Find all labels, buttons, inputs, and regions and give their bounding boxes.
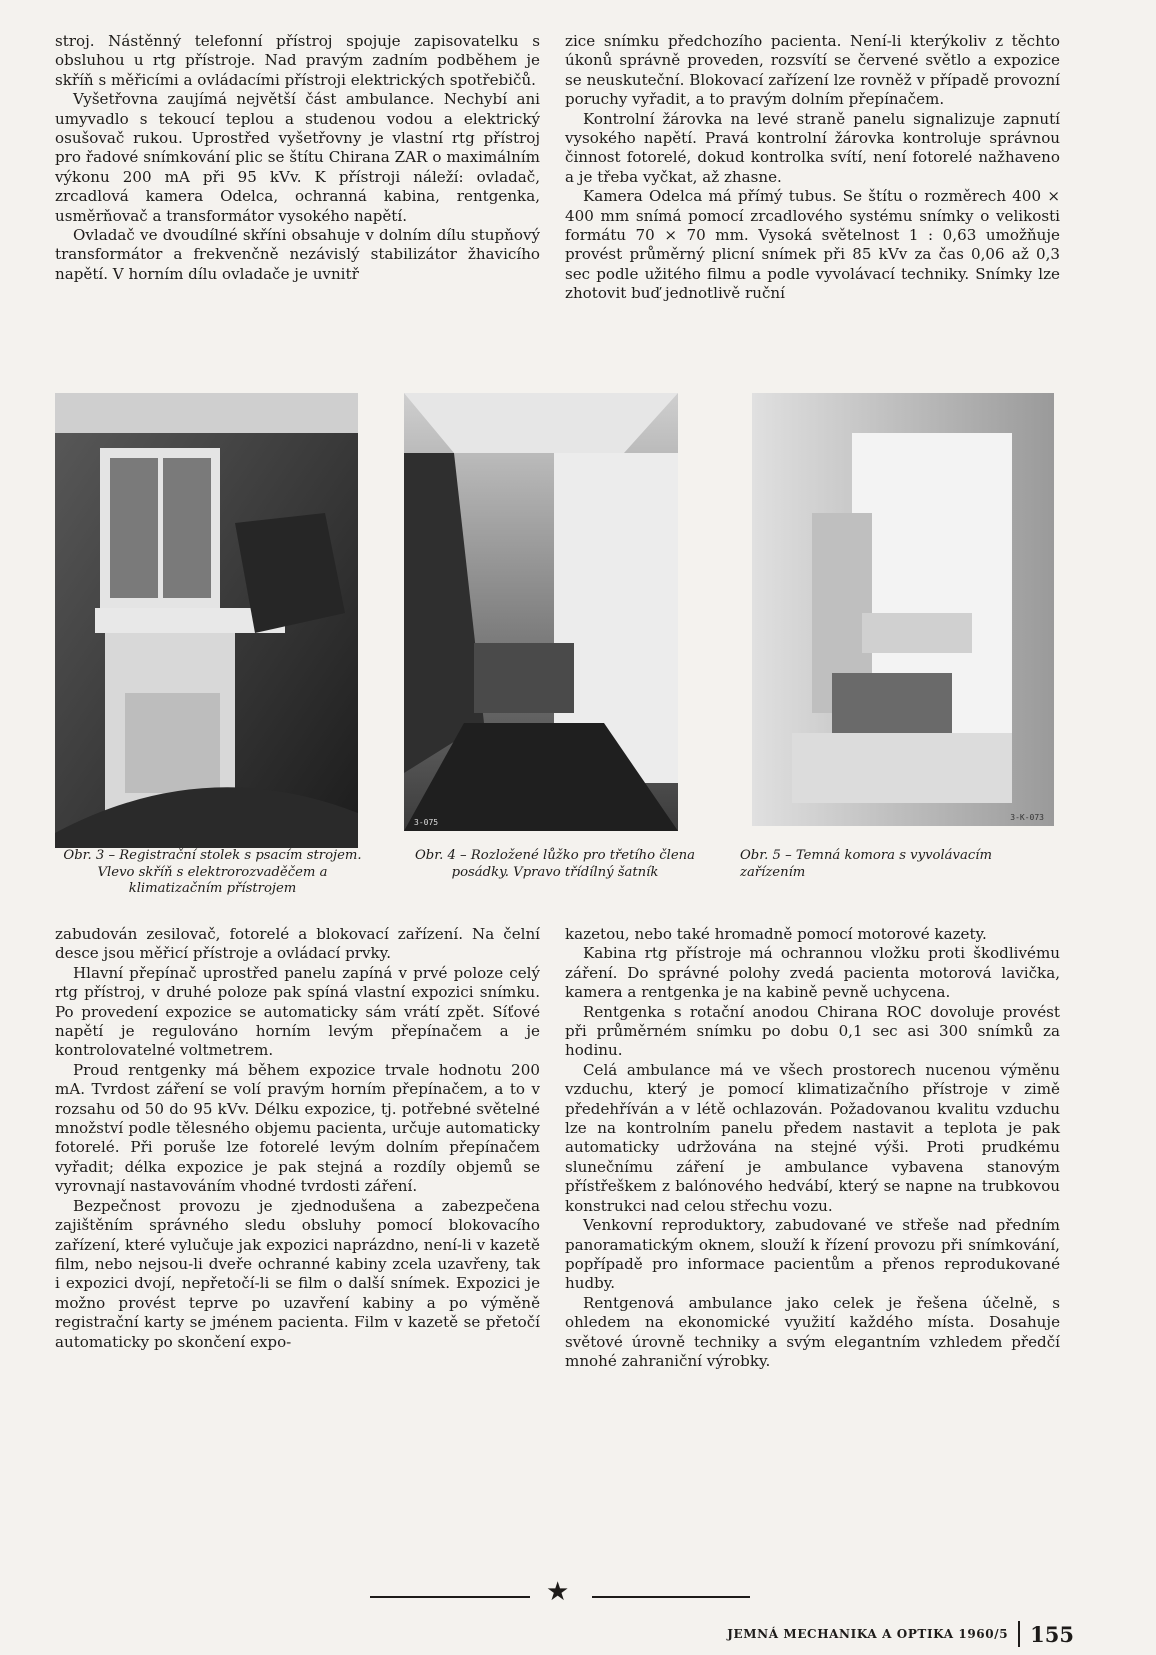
page-number: 155 (1030, 1621, 1074, 1647)
photo-code: 3-075 (414, 818, 439, 827)
paragraph: Proud rentgenky má během expozice trvale hodnotu 200 mA. Tvrdost záření se volí pravým horním přepínačem, a to v rozsahu od 50 do 95 kVv. Délku expozice, tj. potřebné světelné množství podle tělesného objemu pacienta, určuje automaticky fotorelé. Při poruše lze fotorelé levým dolním přepínačem vyřadit; délka expozice je pak stejná a rozdíly objemů se vyrovnají nastavováním vhodné tvrdosti záření. (55, 1060, 540, 1196)
page-footer (727, 1621, 1074, 1647)
paragraph: Rentgenka s rotační anodou Chirana ROC dovoluje provést při průměrném snímku po dobu 0,1 sec asi 300 snímků za hodinu. (565, 1002, 1060, 1060)
column-bottom-left (55, 925, 540, 1352)
paragraph: Celá ambulance má ve všech prostorech nucenou výměnu vzduchu, který je pomocí klimatizačního přístroje v zimě předehříván a v létě ochlazován. Požadovanou kvalitu vzduchu lze na kontrolním panelu předem nastavit a teplota je pak automaticky udržována na stejné výši. Proti prudkému slunečnímu záření je ambulance vybavena stanovým přístřeškem z balónového hedvábí, který se napne na trubkovou konstrukci nad celou střechu vozu. (565, 1060, 1060, 1215)
paragraph: Venkovní reproduktory, zabudované ve střeše nad předním panoramatickým oknem, slouží k řízení provozu při snímkování, popřípadě pro informace pacientům a přenos reprodukované hudby. (565, 1216, 1060, 1293)
divider-line (370, 1596, 530, 1598)
column-bottom-right (565, 925, 1060, 1371)
column-top-right (565, 32, 1060, 304)
journal-name: JEMNÁ MECHANIKA A OPTIKA 1960/5 (727, 1627, 1009, 1641)
figure-4-caption: Obr. 4 – Rozložené lůžko pro třetího člena posádky. Vpravo třídílný šatník (414, 848, 696, 880)
paragraph: stroj. Nástěnný telefonní přístroj spojuje zapisovatelku s obsluhou u rtg přístroje. Nad pravým zadním podběhem je skříň s měřicími a ovládacími přístroji elektrických spotřebičů. (55, 32, 540, 89)
figure-3-photo (55, 393, 358, 848)
paragraph: Bezpečnost provozu je zjednodušena a zabezpečena zajištěním správného sledu obsluhy pomocí blokovacího zařízení, které vylučuje jak expozici naprázdno, není-li v kazetě film, nebo nejsou-li dveře ochranné kabiny zcela uzavřeny, tak i expozici dvojí, nepřetočí-li se film o další snímek. Expozici je možno provést teprve po uzavření kabiny a po výměně registrační karty se jménem pacienta. Film v kazetě se přetočí automaticky po skončení expo- (55, 1196, 540, 1351)
star-icon: ★ (546, 1577, 570, 1607)
footer-separator (1018, 1621, 1020, 1647)
photo-code: 3-K-073 (1010, 813, 1044, 822)
figure-5-caption: Obr. 5 – Temná komora s vyvolávacím zařízením (740, 848, 992, 880)
figure-4-photo (404, 393, 678, 831)
figure-5-photo (752, 393, 1054, 826)
paragraph: Rentgenová ambulance jako celek je řešena účelně, s ohledem na ekonomické využití každého místa. Dosahuje světové úrovně techniky a svým elegantním vzhledem předčí mnohé zahraniční výrobky. (565, 1293, 1060, 1370)
paragraph: Vyšetřovna zaujímá největší část ambulance. Nechybí ani umyvadlo s tekoucí teplou a studenou vodou a elektrický osušovač rukou. Uprostřed vyšetřovny je vlastní rtg přístroj pro řadové snímkování plic se štítu Chirana ZAR o maximálním výkonu 200 mA při 95 kVv. K přístroji náleží: ovladač, zrcadlová kamera Odelca, ochranná kabina, rentgenka, usměrňovač a transformátor vysokého napětí. (55, 90, 540, 225)
paragraph: Hlavní přepínač uprostřed panelu zapíná v prvé poloze celý rtg přístroj, v druhé poloze pak spíná vlastní expozici snímku. Po provedení expozice se automaticky sám vrátí zpět. Síťové napětí je regulováno horním levým přepínačem a je kontrolovatelné voltmetrem. (55, 963, 540, 1060)
figure-3-caption: Obr. 3 – Registrační stolek s psacím strojem. Vlevo skříň s elektrorozvaděčem a klimatizačním přístrojem (63, 848, 362, 896)
divider-line (592, 1596, 750, 1598)
paragraph: Kontrolní žárovka na levé straně panelu signalizuje zapnutí vysokého napětí. Pravá kontrolní žárovka kontroluje správnou činnost fotorelé, dokud kontrolka svítí, není fotorelé nažhaveno a je třeba vyčkat, až zhasne. (565, 109, 1060, 186)
paragraph: kazetou, nebo také hromadně pomocí motorové kazety. (565, 925, 987, 943)
paragraph: Ovladač ve dvoudílné skříni obsahuje v dolním dílu stupňový transformátor a frekvenčně nezávislý stabilizátor žhavicího napětí. V horním dílu ovladače je uvnitř (55, 226, 540, 283)
paragraph: Kabina rtg přístroje má ochrannou vložku proti škodlivému záření. Do správné polohy zvedá pacienta motorová lavička, kamera a rentgenka je na kabině pevně uchycena. (565, 944, 1060, 1002)
paragraph: zice snímku předchozího pacienta. Není-li kterýkoliv z těchto úkonů správně proveden, rozsvítí se červené světlo a expozice se neuskuteční. Blokovací zařízení lze rovněž v případě provozní poruchy vyřadit, a to pravým dolním přepínačem. (565, 32, 1060, 109)
section-divider (370, 1577, 750, 1607)
column-top-left (55, 32, 540, 284)
paragraph: zabudován zesilovač, fotorelé a blokovací zařízení. Na čelní desce jsou měřicí přístroje a ovládací prvky. (55, 925, 540, 963)
paragraph: Kamera Odelca má přímý tubus. Se štítu o rozměrech 400 × 400 mm snímá pomocí zrcadlového systému snímky o velikosti formátu 70 × 70 mm. Vysoká světelnost 1 : 0,63 umožňuje provést průměrný plicní snímek při 85 kVv za čas 0,06 až 0,3 sec podle užitého filmu a podle vyvolávací techniky. Snímky lze zhotovit buď jednotlivě ruční (565, 187, 1060, 303)
